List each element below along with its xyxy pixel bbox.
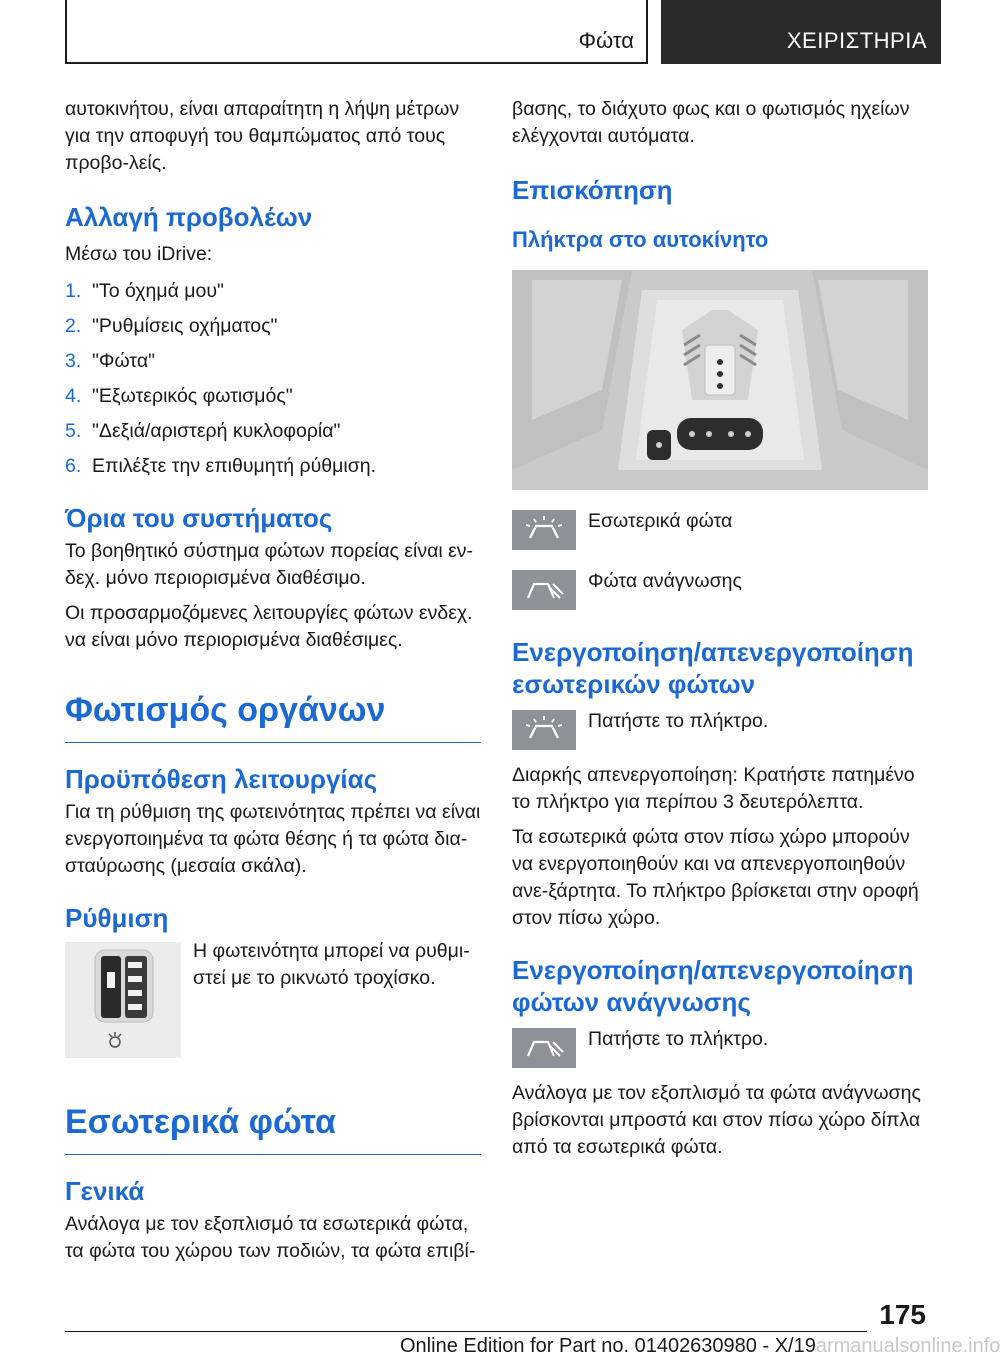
step-item: 4. "Εξωτερικός φωτισμός" — [65, 385, 293, 407]
reading-light-icon — [512, 570, 576, 610]
prerequisite-heading: Προϋπόθεση λειτουργίας — [65, 764, 378, 794]
legend-interior-label: Εσωτερικά φώτα — [588, 510, 733, 532]
legend-reading-label: Φώτα ανάγνωσης — [588, 570, 742, 592]
page-number: 175 — [879, 1299, 926, 1330]
prerequisite-text: Για τη ρύθμιση της φωτεινότητας πρέπει να είναι ενεργοποιημένα τα φώτα θέσης ή τα φώτα δια-σταύρωσης (μεσαία σκάλα). — [65, 801, 481, 877]
step-item: 3. "Φώτα" — [65, 350, 156, 372]
instrument-lighting-heading: Φωτισμός οργάνων — [65, 691, 386, 729]
header-chapter-tab — [661, 0, 941, 64]
header-section-tab — [65, 0, 648, 64]
step-item: 6. Επιλέξτε την επιθυμητή ρύθμιση. — [65, 455, 376, 477]
section-tab-label: Φώτα — [578, 28, 634, 53]
reading-location-text: Ανάλογα με τον εξοπλισμό τα φώτα ανάγνωσης βρίσκονται μπροστά και στον πίσω χώρο δίπλα από τα εσωτερικά φώτα. — [512, 1082, 921, 1158]
reading-press-text: Πατήστε το πλήκτρο. — [588, 1028, 769, 1050]
headlight-change-heading: Αλλαγή προβολέων — [65, 202, 313, 232]
interior-deactivation-text: Διαρκής απενεργοποίηση: Κρατήστε πατημένο το πλήκτρο για περίπου 3 δευτερόλεπτα. — [512, 764, 915, 813]
reading-toggle-heading: Ενεργοποίηση/απενεργοποίηση φώτων ανάγνωσης — [512, 955, 914, 1017]
idrive-steps-list — [65, 278, 481, 480]
footer-edition — [400, 1335, 1000, 1358]
footer-rule — [65, 1331, 867, 1332]
general-text: Ανάλογα με τον εξοπλισμό τα εσωτερικά φώτα, τα φώτα του χώρου των ποδιών, τα φώτα επιβί- — [65, 1213, 476, 1262]
system-limits-para1: Το βοηθητικό σύστημα φώτων πορείας είναι εν-δεχ. μόνο περιορισμένα διαθέσιμο. — [65, 540, 474, 589]
setting-heading: Ρύθμιση — [65, 903, 169, 933]
interior-lights-heading: Εσωτερικά φώτα — [65, 1103, 336, 1141]
via-idrive-text: Μέσω του iDrive: — [65, 243, 213, 265]
chapter-tab-label: ΧΕΙΡΙΣΤΗΡΙΑ — [786, 28, 927, 53]
interior-toggle-heading: Ενεργοποίηση/απενεργοποίηση εσωτερικών φώτων — [512, 637, 914, 699]
reading-light-icon — [512, 1028, 576, 1068]
left-column — [65, 96, 481, 1265]
interior-light-icon — [512, 710, 576, 750]
intro-paragraph: αυτοκινήτου, είναι απαραίτητη η λήψη μέτρων για την αποφυγή του θαμπώματος από τους προβο-λείς. — [65, 98, 460, 174]
system-limits-para2: Οι προσαρμοζόμενες λειτουργίες φώτων ενδεχ. να είναι μόνο περιορισμένα διαθέσιμες. — [65, 602, 473, 651]
instrument-lighting-section — [65, 690, 481, 743]
general-heading: Γενικά — [65, 1176, 145, 1206]
right-column — [512, 96, 928, 1161]
reading-toggle-row — [512, 1028, 928, 1068]
step-item: 5. "Δεξιά/αριστερή κυκλοφορία" — [65, 420, 341, 442]
setting-row — [65, 942, 481, 1058]
interior-press-text: Πατήστε το πλήκτρο. — [588, 710, 769, 732]
watermark-text: armanualsonline.info — [815, 1335, 1000, 1357]
thumbwheel-image — [65, 942, 181, 1058]
legend-reading-light — [512, 570, 928, 610]
interior-lights-section — [65, 1102, 481, 1155]
continued-text: βασης, το διάχυτο φως και ο φωτισμός ηχείων ελέγχονται αυτόματα. — [512, 98, 910, 147]
edition-text: Online Edition for Part no. 01402630980 - X/19 — [400, 1335, 816, 1357]
setting-text: Η φωτεινότητα μπορεί να ρυθμι-στεί με το ρικνωτό τροχίσκο. — [193, 940, 470, 989]
interior-light-icon — [512, 510, 576, 550]
overview-heading: Επισκόπηση — [512, 175, 673, 205]
legend-interior-light — [512, 510, 928, 550]
buttons-heading: Πλήκτρα στο αυτοκίνητο — [512, 227, 769, 252]
system-limits-heading: Όρια του συστήματος — [65, 503, 333, 533]
roof-console-image — [512, 270, 928, 490]
step-item: 1. "Το όχημά μου" — [65, 280, 224, 302]
interior-rear-info: Τα εσωτερικά φώτα στον πίσω χώρο μπορούν να ενεργοποιηθούν και να απενεργοποιηθούν ανε-ξάρτητα. Το πλήκτρο βρίσκεται στην οροφή στον πίσω χώρο. — [512, 826, 919, 929]
step-item: 2. "Ρυθμίσεις οχήματος" — [65, 315, 278, 337]
interior-toggle-row — [512, 710, 928, 750]
